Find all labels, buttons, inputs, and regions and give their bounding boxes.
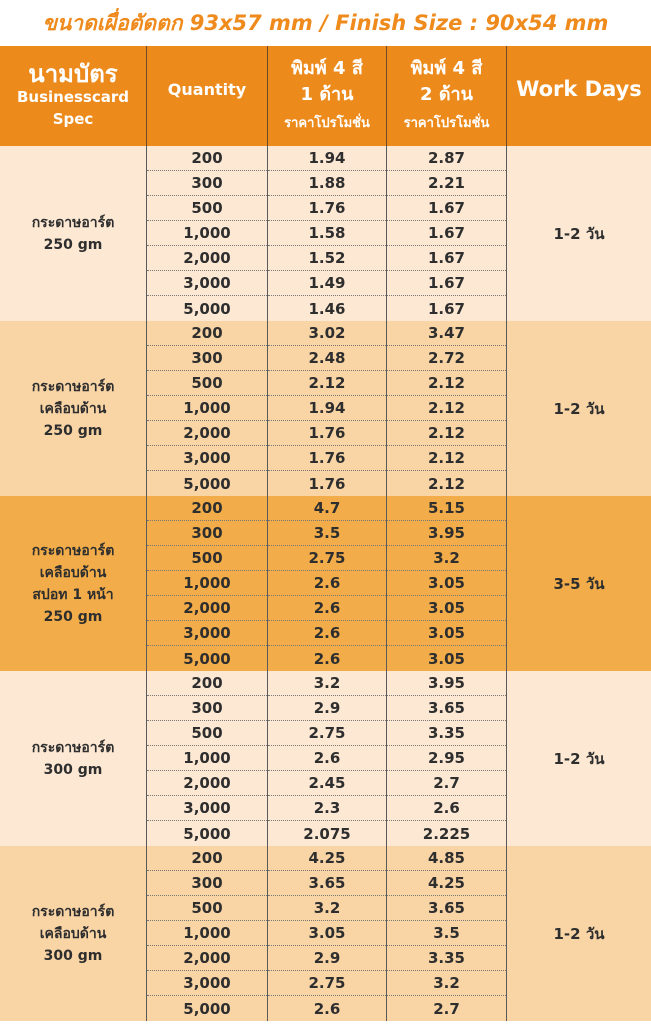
price-one-side-cell: 2.9: [268, 946, 386, 971]
price-two-side-cell: 3.5: [387, 921, 506, 946]
spec-line: กระดาษอาร์ต: [31, 739, 115, 756]
quantity-cell: 1,000: [147, 921, 267, 946]
price-two-side-cell: 4.85: [387, 846, 506, 871]
two-side-column: [387, 146, 507, 321]
header-print2-line2: 2 ด้าน: [420, 84, 473, 105]
two-side-column: [387, 321, 507, 496]
price-one-side-cell: 2.6: [268, 746, 386, 771]
price-one-side-cell: 1.76: [308, 474, 346, 493]
price-one-side-cell: 3.05: [268, 921, 386, 946]
price-two-side-cell: 1.67: [387, 271, 506, 296]
header-quantity-label: Quantity: [167, 79, 247, 99]
price-one-side-cell: 2.48: [268, 346, 386, 371]
quantity-cell: 200: [147, 321, 267, 346]
header-spec-en1: Businesscard: [16, 88, 130, 106]
quantity-cell: 2,000: [147, 946, 267, 971]
price-one-side-cell: 1.76: [268, 196, 386, 221]
work-days-cell: 1-2 วัน: [553, 924, 605, 943]
paper-group: [0, 496, 651, 671]
price-two-side-cell: 3.47: [387, 321, 506, 346]
price-one-side-cell: 2.6: [313, 649, 341, 668]
price-one-side-cell: 1.94: [268, 146, 386, 171]
quantity-cell: 3,000: [147, 796, 267, 821]
spec-line: เคลือบด้าน: [39, 925, 107, 942]
quantity-cell: 3,000: [147, 621, 267, 646]
paper-group: [0, 846, 651, 1021]
quantity-cell: 300: [147, 171, 267, 196]
header-spec-thai: นามบัตร: [28, 60, 118, 88]
price-two-side-cell: 3.95: [387, 671, 506, 696]
spec-line: สปอท 1 หน้า: [32, 586, 114, 603]
paper-group: [0, 146, 651, 321]
price-one-side-cell: 3.5: [268, 521, 386, 546]
price-two-side-cell: 3.2: [387, 546, 506, 571]
quantity-cell: 500: [147, 721, 267, 746]
quantity-cell: 500: [147, 896, 267, 921]
quantity-cell: 300: [147, 696, 267, 721]
quantities-column: [147, 496, 268, 671]
spec-cell: [0, 496, 147, 671]
quantity-cell: 5,000: [183, 999, 231, 1018]
price-two-side-cell: 2.21: [387, 171, 506, 196]
price-two-side-cell: 2.7: [433, 999, 460, 1018]
quantity-cell: 500: [147, 371, 267, 396]
price-two-side-cell: 2.95: [387, 746, 506, 771]
price-one-side-cell: 4.7: [268, 496, 386, 521]
one-side-column: [268, 671, 387, 846]
quantity-cell: 1,000: [147, 221, 267, 246]
quantity-cell: 5,000: [183, 299, 231, 318]
spec-cell: [0, 146, 147, 321]
price-one-side-cell: 1.88: [268, 171, 386, 196]
price-one-side-cell: 2.6: [268, 596, 386, 621]
spec-line: 250 gm: [43, 236, 103, 253]
spec-cell: [0, 846, 147, 1021]
spec-line: กระดาษอาร์ต: [31, 542, 115, 559]
quantity-cell: 300: [147, 521, 267, 546]
price-one-side-cell: 2.6: [268, 621, 386, 646]
header-print-two-side: [387, 46, 507, 146]
price-two-side-cell: 2.12: [387, 396, 506, 421]
price-two-side-cell: 2.7: [387, 771, 506, 796]
price-one-side-cell: 2.6: [313, 999, 341, 1018]
work-days-cell: 1-2 วัน: [553, 224, 605, 243]
price-two-side-cell: 4.25: [387, 871, 506, 896]
price-one-side-cell: 2.75: [268, 721, 386, 746]
price-one-side-cell: 1.58: [268, 221, 386, 246]
price-two-side-cell: 1.67: [387, 221, 506, 246]
paper-group: [0, 321, 651, 496]
price-one-side-cell: 1.52: [268, 246, 386, 271]
price-one-side-cell: 3.02: [268, 321, 386, 346]
one-side-column: [268, 496, 387, 671]
one-side-column: [268, 321, 387, 496]
spec-cell: [0, 321, 147, 496]
work-days-cell: 1-2 วัน: [553, 749, 605, 768]
quantity-cell: 5,000: [183, 474, 231, 493]
price-two-side-cell: 2.72: [387, 346, 506, 371]
two-side-column: [387, 496, 507, 671]
quantity-cell: 2,000: [147, 771, 267, 796]
price-two-side-cell: 2.6: [387, 796, 506, 821]
price-two-side-cell: 2.12: [427, 474, 465, 493]
price-two-side-cell: 3.05: [427, 649, 465, 668]
quantity-cell: 200: [147, 146, 267, 171]
price-one-side-cell: 1.76: [268, 421, 386, 446]
quantity-cell: 300: [147, 346, 267, 371]
price-one-side-cell: 2.75: [268, 971, 386, 996]
price-one-side-cell: 1.76: [268, 446, 386, 471]
price-one-side-cell: 3.2: [268, 896, 386, 921]
header-work-days-label: Work Days: [516, 77, 642, 101]
quantity-cell: 200: [147, 496, 267, 521]
quantity-cell: 2,000: [147, 246, 267, 271]
quantity-cell: 5,000: [183, 649, 231, 668]
header-work-days: [507, 46, 651, 146]
quantity-cell: 2,000: [147, 596, 267, 621]
quantities-column: [147, 321, 268, 496]
quantity-cell: 200: [147, 671, 267, 696]
table-header: [0, 46, 651, 146]
quantity-cell: 3,000: [147, 446, 267, 471]
spec-line: 300 gm: [43, 947, 103, 964]
price-two-side-cell: 2.12: [387, 421, 506, 446]
header-print-one-side: [268, 46, 387, 146]
header-quantity: [147, 46, 268, 146]
quantity-cell: 5,000: [183, 824, 231, 843]
spec-line: กระดาษอาร์ต: [31, 903, 115, 920]
header-spec: [0, 46, 147, 146]
price-one-side-cell: 1.49: [268, 271, 386, 296]
quantity-cell: 2,000: [147, 421, 267, 446]
spec-line: เคลือบด้าน: [39, 564, 107, 581]
header-print1-line1: พิมพ์ 4 สี: [291, 58, 363, 79]
price-one-side-cell: 2.075: [303, 824, 351, 843]
price-two-side-cell: 2.12: [387, 446, 506, 471]
price-two-side-cell: 3.35: [387, 946, 506, 971]
header-print1-line3: ราคาโปรโมชั่น: [284, 116, 370, 131]
price-two-side-cell: 3.35: [387, 721, 506, 746]
one-side-column: [268, 146, 387, 321]
quantity-cell: 200: [147, 846, 267, 871]
table-body: [0, 146, 651, 1021]
price-one-side-cell: 3.2: [268, 671, 386, 696]
two-side-column: [387, 846, 507, 1021]
page-title: ขนาดเผื่อตัดตก 93x57 mm / Finish Size : 90x54 mm: [42, 10, 609, 35]
work-days-cell: 1-2 วัน: [553, 399, 605, 418]
price-two-side-cell: 3.65: [387, 896, 506, 921]
spec-line: กระดาษอาร์ต: [31, 378, 115, 395]
spec-line: กระดาษอาร์ต: [31, 214, 115, 231]
spec-line: 250 gm: [43, 422, 103, 439]
price-two-side-cell: 1.67: [427, 299, 465, 318]
header-spec-en2: Spec: [52, 110, 94, 128]
price-one-side-cell: 2.9: [268, 696, 386, 721]
price-two-side-cell: 3.65: [387, 696, 506, 721]
price-two-side-cell: 3.95: [387, 521, 506, 546]
header-print2-line3: ราคาโปรโมชั่น: [403, 116, 490, 131]
price-two-side-cell: 3.05: [387, 596, 506, 621]
header-print2-line1: พิมพ์ 4 สี: [410, 58, 483, 79]
two-side-column: [387, 671, 507, 846]
price-two-side-cell: 1.67: [387, 246, 506, 271]
price-two-side-cell: 3.05: [387, 571, 506, 596]
quantity-cell: 1,000: [147, 571, 267, 596]
quantity-cell: 300: [147, 871, 267, 896]
spec-line: เคลือบด้าน: [39, 400, 107, 417]
quantity-cell: 3,000: [147, 971, 267, 996]
price-two-side-cell: 2.225: [422, 824, 471, 843]
price-one-side-cell: 2.12: [268, 371, 386, 396]
spec-cell: [0, 671, 147, 846]
one-side-column: [268, 846, 387, 1021]
price-one-side-cell: 1.46: [308, 299, 346, 318]
header-print1-line2: 1 ด้าน: [300, 84, 354, 105]
price-one-side-cell: 2.45: [268, 771, 386, 796]
price-two-side-cell: 2.12: [387, 371, 506, 396]
price-two-side-cell: 2.87: [387, 146, 506, 171]
quantities-column: [147, 671, 268, 846]
price-one-side-cell: 2.3: [268, 796, 386, 821]
spec-line: 300 gm: [43, 761, 103, 778]
price-one-side-cell: 2.6: [268, 571, 386, 596]
paper-group: [0, 671, 651, 846]
quantity-cell: 1,000: [147, 746, 267, 771]
price-one-side-cell: 3.65: [268, 871, 386, 896]
quantities-column: [147, 846, 268, 1021]
price-two-side-cell: 3.05: [387, 621, 506, 646]
price-one-side-cell: 2.75: [268, 546, 386, 571]
quantity-cell: 500: [147, 546, 267, 571]
price-one-side-cell: 4.25: [268, 846, 386, 871]
spec-line: 250 gm: [43, 608, 103, 625]
price-two-side-cell: 1.67: [387, 196, 506, 221]
price-two-side-cell: 3.2: [387, 971, 506, 996]
price-one-side-cell: 1.94: [268, 396, 386, 421]
price-two-side-cell: 5.15: [387, 496, 506, 521]
quantity-cell: 1,000: [147, 396, 267, 421]
quantity-cell: 3,000: [147, 271, 267, 296]
quantity-cell: 500: [147, 196, 267, 221]
work-days-cell: 3-5 วัน: [553, 574, 605, 593]
quantities-column: [147, 146, 268, 321]
